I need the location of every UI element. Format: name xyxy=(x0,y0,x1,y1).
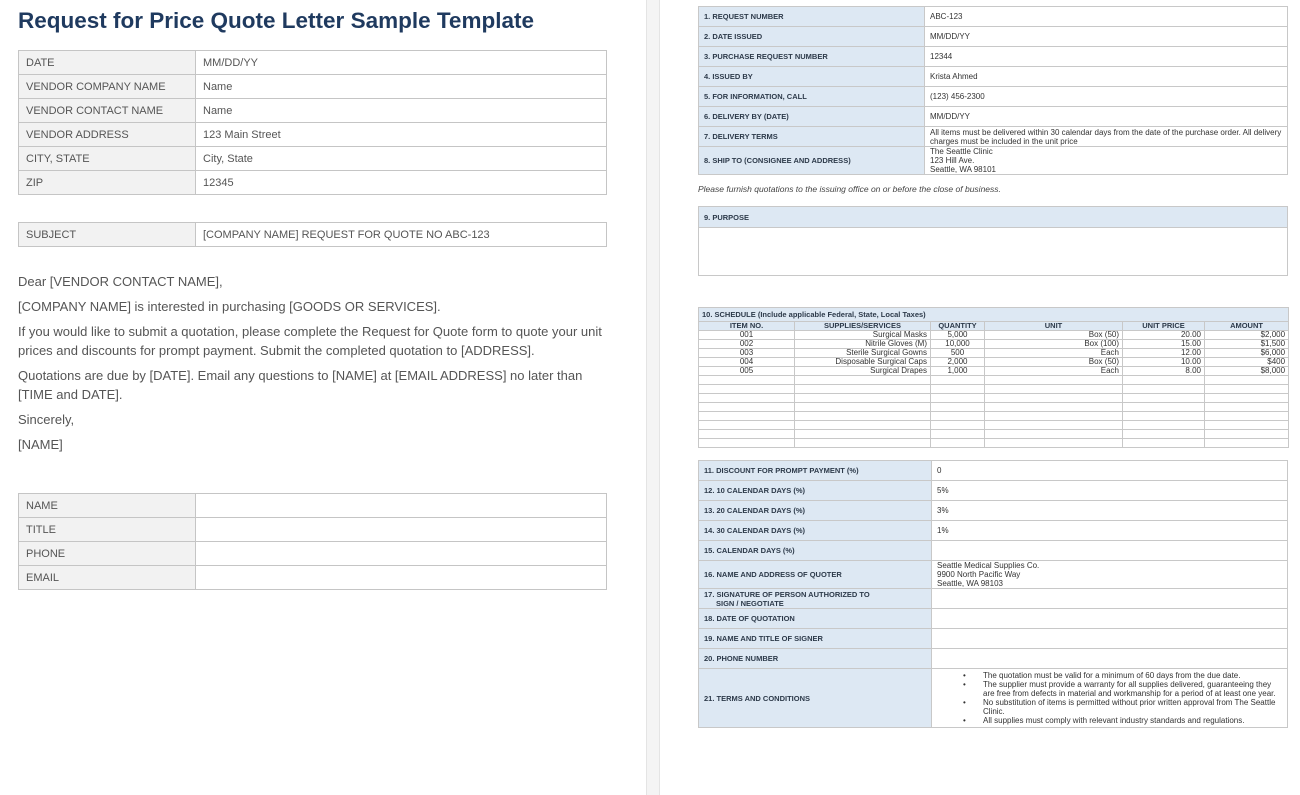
schedule-empty-cell[interactable] xyxy=(985,376,1123,385)
schedule-empty-cell[interactable] xyxy=(699,376,795,385)
quote-detail-label: 18. DATE OF QUOTATION xyxy=(699,609,932,629)
schedule-empty-cell[interactable] xyxy=(1205,412,1289,421)
schedule-empty-cell[interactable] xyxy=(699,421,795,430)
signer-table xyxy=(18,493,607,590)
request-detail-value[interactable]: All items must be delivered within 30 calendar days from the date of the purchase order. All delivery charges must be included in the unit price xyxy=(925,127,1288,147)
request-detail-label: 3. PURCHASE REQUEST NUMBER xyxy=(699,47,925,67)
letter-body xyxy=(18,272,613,460)
schedule-cell[interactable]: 15.00 xyxy=(1123,340,1205,349)
request-detail-value-line: Seattle, WA 98101 xyxy=(930,165,996,174)
schedule-column-header: ITEM NO. xyxy=(699,322,795,331)
schedule-empty-cell[interactable] xyxy=(699,394,795,403)
terms-item: • No substitution of items is permitted without prior written approval from The Seattle Clinic. xyxy=(963,698,1282,716)
schedule-column-header: UNIT PRICE xyxy=(1123,322,1205,331)
info-value[interactable]: 123 Main Street xyxy=(196,123,607,147)
schedule-empty-cell[interactable] xyxy=(985,439,1123,448)
quote-detail-label xyxy=(699,589,932,609)
schedule-cell[interactable]: 12.00 xyxy=(1123,349,1205,358)
request-detail-label: 5. FOR INFORMATION, CALL xyxy=(699,87,925,107)
info-label: DATE xyxy=(19,51,196,75)
schedule-cell[interactable]: 1,000 xyxy=(931,367,985,376)
terms-item: • All supplies must comply with relevant industry standards and regulations. xyxy=(963,716,1282,725)
request-detail-value-line: The Seattle Clinic xyxy=(930,147,993,156)
schedule-empty-cell[interactable] xyxy=(1123,421,1205,430)
request-detail-value[interactable]: Krista Ahmed xyxy=(925,67,1288,87)
quote-detail-value[interactable] xyxy=(932,589,1288,609)
schedule-empty-cell[interactable] xyxy=(931,439,985,448)
schedule-cell[interactable]: Disposable Surgical Caps xyxy=(795,358,931,367)
quote-detail-row xyxy=(699,589,1288,609)
signer-value[interactable] xyxy=(196,566,607,590)
schedule-cell[interactable]: Box (50) xyxy=(985,358,1123,367)
schedule-cell[interactable]: 2,000 xyxy=(931,358,985,367)
purpose-table xyxy=(698,206,1288,276)
schedule-cell[interactable]: $6,000 xyxy=(1205,349,1289,358)
signer-value[interactable] xyxy=(196,494,607,518)
schedule-column-header: SUPPLIES/SERVICES xyxy=(795,322,931,331)
quote-detail-label: 14. 30 CALENDAR DAYS (%) xyxy=(699,521,932,541)
request-detail-value[interactable]: MM/DD/YY xyxy=(925,107,1288,127)
schedule-cell[interactable]: $8,000 xyxy=(1205,367,1289,376)
schedule-empty-cell[interactable] xyxy=(1205,430,1289,439)
letter-paragraph-2: If you would like to submit a quotation, please complete the Request for Quote form to quote your unit prices and discounts for prompt payment. Submit the completed quotation to [ADDRESS]. xyxy=(18,324,602,358)
info-value[interactable]: Name xyxy=(196,99,607,123)
quote-detail-value[interactable] xyxy=(932,629,1288,649)
request-detail-value[interactable]: MM/DD/YY xyxy=(925,27,1288,47)
terms-item: • The quotation must be valid for a minimum of 60 days from the due date. xyxy=(963,671,1282,680)
schedule-empty-cell[interactable] xyxy=(1205,385,1289,394)
info-row xyxy=(19,147,607,171)
schedule-empty-cell[interactable] xyxy=(1123,394,1205,403)
schedule-empty-row xyxy=(699,385,1289,394)
info-row xyxy=(19,123,607,147)
signer-value[interactable] xyxy=(196,542,607,566)
info-row xyxy=(19,171,607,195)
request-detail-value[interactable] xyxy=(925,147,1288,175)
request-detail-label: 2. DATE ISSUED xyxy=(699,27,925,47)
request-detail-value[interactable]: ABC-123 xyxy=(925,7,1288,27)
schedule-empty-row xyxy=(699,394,1289,403)
schedule-cell[interactable]: Box (50) xyxy=(985,331,1123,340)
quote-detail-value[interactable] xyxy=(932,561,1288,589)
document-title: Request for Price Quote Letter Sample Template xyxy=(18,8,534,33)
request-detail-label: 6. DELIVERY BY (DATE) xyxy=(699,107,925,127)
schedule-empty-cell[interactable] xyxy=(1123,376,1205,385)
signer-row xyxy=(19,494,607,518)
request-detail-label: 8. SHIP TO (CONSIGNEE AND ADDRESS) xyxy=(699,147,925,175)
info-value[interactable]: Name xyxy=(196,75,607,99)
info-label: VENDOR ADDRESS xyxy=(19,123,196,147)
quote-detail-row xyxy=(699,649,1288,669)
schedule-cell[interactable]: 004 xyxy=(699,358,795,367)
schedule-cell[interactable]: $1,500 xyxy=(1205,340,1289,349)
request-detail-label: 1. REQUEST NUMBER xyxy=(699,7,925,27)
schedule-cell[interactable]: 10.00 xyxy=(1123,358,1205,367)
request-detail-row xyxy=(699,127,1288,147)
schedule-column-header: UNIT xyxy=(985,322,1123,331)
info-row xyxy=(19,99,607,123)
info-value[interactable]: City, State xyxy=(196,147,607,171)
info-value[interactable]: MM/DD/YY xyxy=(196,51,607,75)
schedule-empty-cell[interactable] xyxy=(795,421,931,430)
schedule-table xyxy=(698,307,1289,448)
subject-label: SUBJECT xyxy=(19,223,196,247)
left-page xyxy=(0,0,640,795)
schedule-empty-cell[interactable] xyxy=(699,430,795,439)
schedule-title: 10. SCHEDULE (Include applicable Federal, State, Local Taxes) xyxy=(699,308,1289,322)
subject-value[interactable]: [COMPANY NAME] REQUEST FOR QUOTE NO ABC-123 xyxy=(196,223,607,247)
info-row xyxy=(19,75,607,99)
request-detail-row xyxy=(699,47,1288,67)
request-detail-value-line: 123 Hill Ave. xyxy=(930,156,975,165)
schedule-cell[interactable]: 005 xyxy=(699,367,795,376)
schedule-cell[interactable]: 10,000 xyxy=(931,340,985,349)
schedule-column-header: QUANTITY xyxy=(931,322,985,331)
quote-detail-value[interactable]: 0 xyxy=(932,461,1288,481)
quote-detail-label: 15. CALENDAR DAYS (%) xyxy=(699,541,932,561)
schedule-cell[interactable]: 002 xyxy=(699,340,795,349)
info-row xyxy=(19,51,607,75)
quote-detail-value[interactable] xyxy=(932,609,1288,629)
schedule-empty-cell[interactable] xyxy=(931,430,985,439)
signer-value[interactable] xyxy=(196,518,607,542)
letter-signature: [NAME] xyxy=(18,437,63,452)
quote-detail-value-line: Seattle Medical Supplies Co. xyxy=(937,561,1040,570)
schedule-empty-cell[interactable] xyxy=(699,439,795,448)
schedule-empty-cell[interactable] xyxy=(931,376,985,385)
right-page xyxy=(660,0,1300,795)
letter-closing: Sincerely, xyxy=(18,412,75,427)
schedule-empty-cell[interactable] xyxy=(985,394,1123,403)
signer-label: PHONE xyxy=(19,542,196,566)
schedule-column-header: AMOUNT xyxy=(1205,322,1289,331)
terms-label: 21. TERMS AND CONDITIONS xyxy=(699,669,932,728)
schedule-empty-cell[interactable] xyxy=(1123,439,1205,448)
quote-detail-row xyxy=(699,541,1288,561)
schedule-empty-cell[interactable] xyxy=(931,394,985,403)
quote-detail-value[interactable] xyxy=(932,649,1288,669)
vendor-info-table xyxy=(18,50,607,195)
schedule-empty-cell[interactable] xyxy=(699,385,795,394)
request-detail-label: 7. DELIVERY TERMS xyxy=(699,127,925,147)
quote-detail-label: 12. 10 CALENDAR DAYS (%) xyxy=(699,481,932,501)
schedule-empty-row xyxy=(699,439,1289,448)
request-detail-value[interactable]: 12344 xyxy=(925,47,1288,67)
schedule-empty-cell[interactable] xyxy=(1205,403,1289,412)
furnish-note: Please furnish quotations to the issuing office on or before the close of business. xyxy=(698,184,1001,194)
schedule-empty-cell[interactable] xyxy=(931,412,985,421)
request-detail-value[interactable]: (123) 456-2300 xyxy=(925,87,1288,107)
quote-detail-value-line: 9900 North Pacific Way xyxy=(937,570,1021,579)
terms-list xyxy=(937,671,1282,725)
schedule-empty-row xyxy=(699,403,1289,412)
info-label: VENDOR CONTACT NAME xyxy=(19,99,196,123)
quote-detail-row xyxy=(699,521,1288,541)
schedule-empty-cell[interactable] xyxy=(1205,376,1289,385)
quote-detail-row xyxy=(699,561,1288,589)
schedule-cell[interactable]: Surgical Masks xyxy=(795,331,931,340)
schedule-empty-cell[interactable] xyxy=(931,403,985,412)
letter-greeting: Dear [VENDOR CONTACT NAME], xyxy=(18,274,223,289)
request-detail-row xyxy=(699,27,1288,47)
info-label: CITY, STATE xyxy=(19,147,196,171)
quote-detail-row xyxy=(699,481,1288,501)
quote-detail-row xyxy=(699,461,1288,481)
schedule-empty-cell[interactable] xyxy=(985,403,1123,412)
schedule-cell[interactable]: 003 xyxy=(699,349,795,358)
schedule-cell[interactable]: 8.00 xyxy=(1123,367,1205,376)
request-detail-row xyxy=(699,107,1288,127)
schedule-cell[interactable]: Surgical Drapes xyxy=(795,367,931,376)
schedule-cell[interactable]: 20.00 xyxy=(1123,331,1205,340)
quote-detail-row xyxy=(699,609,1288,629)
schedule-empty-cell[interactable] xyxy=(699,403,795,412)
schedule-empty-cell[interactable] xyxy=(985,430,1123,439)
quote-detail-value-line: Seattle, WA 98103 xyxy=(937,579,1003,588)
request-detail-label: 4. ISSUED BY xyxy=(699,67,925,87)
schedule-empty-cell[interactable] xyxy=(699,412,795,421)
request-detail-row xyxy=(699,147,1288,175)
quote-detail-label-line: 17. SIGNATURE OF PERSON AUTHORIZED TO xyxy=(704,589,870,599)
schedule-empty-cell[interactable] xyxy=(795,439,931,448)
purpose-label: 9. PURPOSE xyxy=(699,207,1288,228)
terms-value xyxy=(932,669,1288,728)
quote-detail-label: 19. NAME AND TITLE OF SIGNER xyxy=(699,629,932,649)
schedule-cell[interactable]: $2,000 xyxy=(1205,331,1289,340)
quote-detail-row xyxy=(699,629,1288,649)
schedule-empty-cell[interactable] xyxy=(931,385,985,394)
quote-detail-value[interactable] xyxy=(932,541,1288,561)
quote-detail-value[interactable]: 1% xyxy=(932,521,1288,541)
schedule-empty-cell[interactable] xyxy=(795,394,931,403)
schedule-row xyxy=(699,367,1289,376)
schedule-empty-cell[interactable] xyxy=(1123,385,1205,394)
schedule-cell[interactable]: Each xyxy=(985,367,1123,376)
quote-detail-value[interactable]: 3% xyxy=(932,501,1288,521)
quote-details-table xyxy=(698,460,1288,728)
info-value[interactable]: 12345 xyxy=(196,171,607,195)
page-divider xyxy=(646,0,660,795)
schedule-empty-cell[interactable] xyxy=(985,385,1123,394)
terms-row xyxy=(699,669,1288,728)
schedule-cell[interactable]: 5,000 xyxy=(931,331,985,340)
signer-row xyxy=(19,566,607,590)
letter-paragraph-3: Quotations are due by [DATE]. Email any questions to [NAME] at [EMAIL ADDRESS] no later than [TIME and DATE]. xyxy=(18,368,583,402)
purpose-field[interactable] xyxy=(699,228,1288,276)
subject-row xyxy=(19,223,607,247)
quote-detail-label: 16. NAME AND ADDRESS OF QUOTER xyxy=(699,561,932,589)
signer-label: EMAIL xyxy=(19,566,196,590)
quote-detail-label: 20. PHONE NUMBER xyxy=(699,649,932,669)
request-detail-row xyxy=(699,7,1288,27)
schedule-empty-row xyxy=(699,412,1289,421)
schedule-cell[interactable]: 500 xyxy=(931,349,985,358)
request-details-table xyxy=(698,6,1288,175)
quote-detail-value[interactable]: 5% xyxy=(932,481,1288,501)
schedule-cell[interactable]: Box (100) xyxy=(985,340,1123,349)
signer-label: NAME xyxy=(19,494,196,518)
info-label: VENDOR COMPANY NAME xyxy=(19,75,196,99)
schedule-empty-row xyxy=(699,430,1289,439)
schedule-cell[interactable]: $400 xyxy=(1205,358,1289,367)
quote-detail-label: 13. 20 CALENDAR DAYS (%) xyxy=(699,501,932,521)
schedule-empty-cell[interactable] xyxy=(931,421,985,430)
schedule-empty-cell[interactable] xyxy=(795,412,931,421)
schedule-empty-cell[interactable] xyxy=(1205,439,1289,448)
schedule-cell[interactable]: 001 xyxy=(699,331,795,340)
schedule-empty-cell[interactable] xyxy=(1123,430,1205,439)
schedule-cell[interactable]: Sterile Surgical Gowns xyxy=(795,349,931,358)
schedule-cell[interactable]: Nitrile Gloves (M) xyxy=(795,340,931,349)
signer-row xyxy=(19,542,607,566)
schedule-empty-row xyxy=(699,421,1289,430)
request-detail-row xyxy=(699,67,1288,87)
schedule-empty-cell[interactable] xyxy=(795,385,931,394)
schedule-empty-cell[interactable] xyxy=(1123,403,1205,412)
quote-detail-row xyxy=(699,501,1288,521)
schedule-empty-row xyxy=(699,376,1289,385)
request-detail-row xyxy=(699,87,1288,107)
schedule-empty-cell[interactable] xyxy=(985,421,1123,430)
schedule-empty-cell[interactable] xyxy=(1205,394,1289,403)
signer-label: TITLE xyxy=(19,518,196,542)
subject-table xyxy=(18,222,607,247)
schedule-empty-cell[interactable] xyxy=(795,376,931,385)
info-label: ZIP xyxy=(19,171,196,195)
schedule-empty-cell[interactable] xyxy=(1205,421,1289,430)
quote-detail-label-line: SIGN / NEGOTIATE xyxy=(716,598,784,608)
schedule-cell[interactable]: Each xyxy=(985,349,1123,358)
schedule-empty-cell[interactable] xyxy=(795,430,931,439)
schedule-empty-cell[interactable] xyxy=(795,403,931,412)
schedule-empty-cell[interactable] xyxy=(985,412,1123,421)
schedule-empty-cell[interactable] xyxy=(1123,412,1205,421)
signer-row xyxy=(19,518,607,542)
letter-paragraph-1: [COMPANY NAME] is interested in purchasing [GOODS OR SERVICES]. xyxy=(18,299,441,314)
quote-detail-label: 11. DISCOUNT FOR PROMPT PAYMENT (%) xyxy=(699,461,932,481)
terms-item: • The supplier must provide a warranty for all supplies delivered, guaranteeing they are free from defects in material and workmanship for a period of at least one year. xyxy=(963,680,1282,698)
